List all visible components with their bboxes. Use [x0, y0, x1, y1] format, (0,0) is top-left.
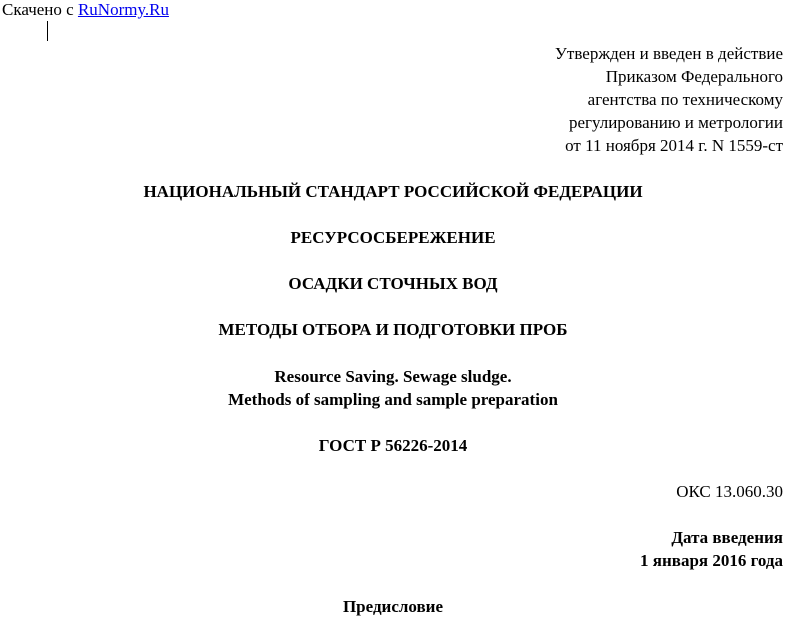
- intro-date-label: Дата введения: [671, 528, 783, 547]
- english-title-line1: Resource Saving. Sewage sludge.: [274, 367, 512, 386]
- preface-heading: Предисловие: [342, 597, 444, 616]
- source-prefix: Скачено с: [2, 0, 78, 19]
- standard-type-heading: НАЦИОНАЛЬНЫЙ СТАНДАРТ РОССИЙСКОЙ ФЕДЕРАЦИИ: [143, 182, 643, 201]
- standard-code: ГОСТ Р 56226-2014: [318, 436, 468, 455]
- source-link[interactable]: RuNormy.Ru: [77, 0, 169, 19]
- approval-line: агентства по техническому: [587, 90, 783, 109]
- oks-code: ОКС 13.060.30: [676, 482, 783, 501]
- approval-line: регулированию и метрологии: [568, 113, 783, 132]
- approval-block: [383, 42, 783, 157]
- source-line: [2, 0, 169, 21]
- approval-line: Приказом Федерального: [605, 67, 783, 86]
- intro-date-value: 1 января 2016 года: [640, 551, 783, 570]
- approval-line: от 11 ноября 2014 г. N 1559-ст: [565, 136, 783, 155]
- heading-resource-saving: РЕСУРСОСБЕРЕЖЕНИЕ: [290, 228, 496, 247]
- text-cursor: [47, 21, 48, 41]
- english-title-line2: Methods of sampling and sample preparation: [228, 390, 558, 409]
- heading-sewage-sludge: ОСАДКИ СТОЧНЫХ ВОД: [288, 274, 498, 293]
- approval-line: Утвержден и введен в действие: [554, 44, 783, 63]
- heading-methods: МЕТОДЫ ОТБОРА И ПОДГОТОВКИ ПРОБ: [218, 320, 568, 339]
